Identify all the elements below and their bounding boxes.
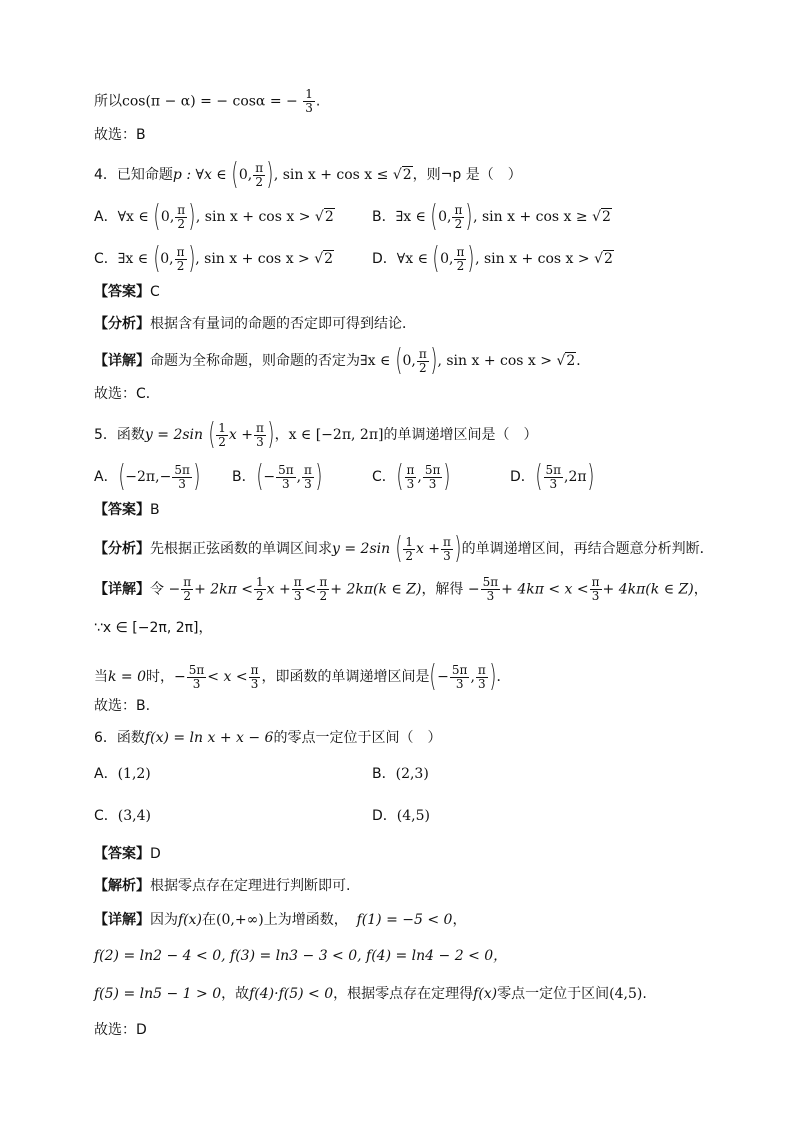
q5-answer: 【答案】B [94,502,160,518]
q4-choose: 故选：C． [94,386,160,402]
q6-line3: f(5) = ln5 − 1 > 0，故f(4)·f(5) < 0，根据零点存在定理得f(x)零点一定位于区间(4,5). [94,986,647,1002]
q6-option-a: A．(1,2) [94,766,151,782]
q6-choose: 故选：D [94,1022,147,1038]
q4-option-a: A．∀x ∈ (0, $\frac{\pi}{2}$ ), sin x + cos x > √2 [94,199,334,234]
q5-detail: 【详解】令 − $\frac{\pi}{2}$ + 2kπ < $\frac{1}{2}$ x + $\frac{\pi}{3}$ < $\frac{\pi}{2}$ + 2kπ(k ∈ Z)，解得 − $\frac{5\pi}{3}$ + 4kπ < x < $\frac{\pi}{3}$ + 4kπ(k ∈ Z)， [94,575,708,603]
prev-conclusion: 所以cos(π − α) = − cosα = − $\frac{1}{3}$ . [94,87,321,115]
q6-stem: 6．函数f(x) = ln x + x − 6的零点一定位于区间（ ） [94,730,442,746]
q6-option-b: B．(2,3) [372,766,429,782]
q4-option-c: C．∃x ∈ (0, $\frac{\pi}{2}$ ), sin x + cos x > √2 [94,241,334,276]
q6-line2: f(2) = ln2 − 4 < 0, f(3) = ln3 − 3 < 0, f(4) = ln4 − 2 < 0， [94,948,508,964]
q6-option-d: D．(4,5) [372,808,430,824]
q5-option-a: A．(−2π,− $\frac{5\pi}{3}$ ) [94,459,201,494]
q4-analysis: 【分析】根据含有量词的命题的否定即可得到结论． [94,316,416,332]
q4-answer: 【答案】C [94,284,160,300]
q5-choose: 故选：B. [94,698,151,714]
q5-option-d: D．( $\frac{5\pi}{3}$ ,2π) [510,459,594,494]
q5-analysis: 【分析】先根据正弦函数的单调区间求y = 2sin ( $\frac{1}{2}$ x + $\frac{\pi}{3}$ )的单调递增区间，再结合题意分析判断． [94,531,714,566]
q5-option-c: C．( $\frac{\pi}{3}$ , $\frac{5\pi}{3}$ ) [372,459,451,494]
prev-choose: 故选：B [94,127,146,143]
q5-when: 当k = 0时，− $\frac{5\pi}{3}$ < x < $\frac{\pi}{3}$ ，即函数的单调递增区间是(− $\frac{5\pi}{3}$ , $\frac{\pi}{3}$ )． [94,659,511,694]
q5-option-b: B．(− $\frac{5\pi}{3}$ , $\frac{\pi}{3}$ ) [232,459,323,494]
q4-stem: 4．已知命题p : ∀x ∈ (0, $\frac{\pi}{2}$ ), sin x + cos x ≤ √2，则¬p 是（ ） [94,157,522,192]
q6-detail: 【详解】因为f(x)在(0,+∞)上为增函数， f(1) = −5 < 0， [94,912,467,928]
q6-answer: 【答案】D [94,846,161,862]
q4-option-b: B．∃x ∈ (0, $\frac{\pi}{2}$ ), sin x + cos x ≥ √2 [372,199,611,234]
prev-expression: cos(π − α) = − cosα = − [122,93,298,110]
q6-analysis: 【解析】根据零点存在定理进行判断即可. [94,878,351,894]
fraction: $\frac{1}{3}$ [305,87,313,115]
sqrt-2: √2 [392,167,412,183]
q5-because: ∵x ∈ [−2π, 2π]， [94,620,213,636]
q4-detail: 【详解】命题为全称命题，则命题的否定为∃x ∈ (0, $\frac{\pi}{2}$ ), sin x + cos x > √2． [94,343,591,378]
q5-stem: 5．函数y = 2sin ( $\frac{1}{2}$ x + $\frac{\pi}{3}$ )，x ∈ [−2π, 2π]的单调递增区间是（ ） [94,417,538,452]
q4-option-d: D．∀x ∈ (0, $\frac{\pi}{2}$ ), sin x + cos x > √2 [372,241,613,276]
q6-option-c: C．(3,4) [94,808,151,824]
